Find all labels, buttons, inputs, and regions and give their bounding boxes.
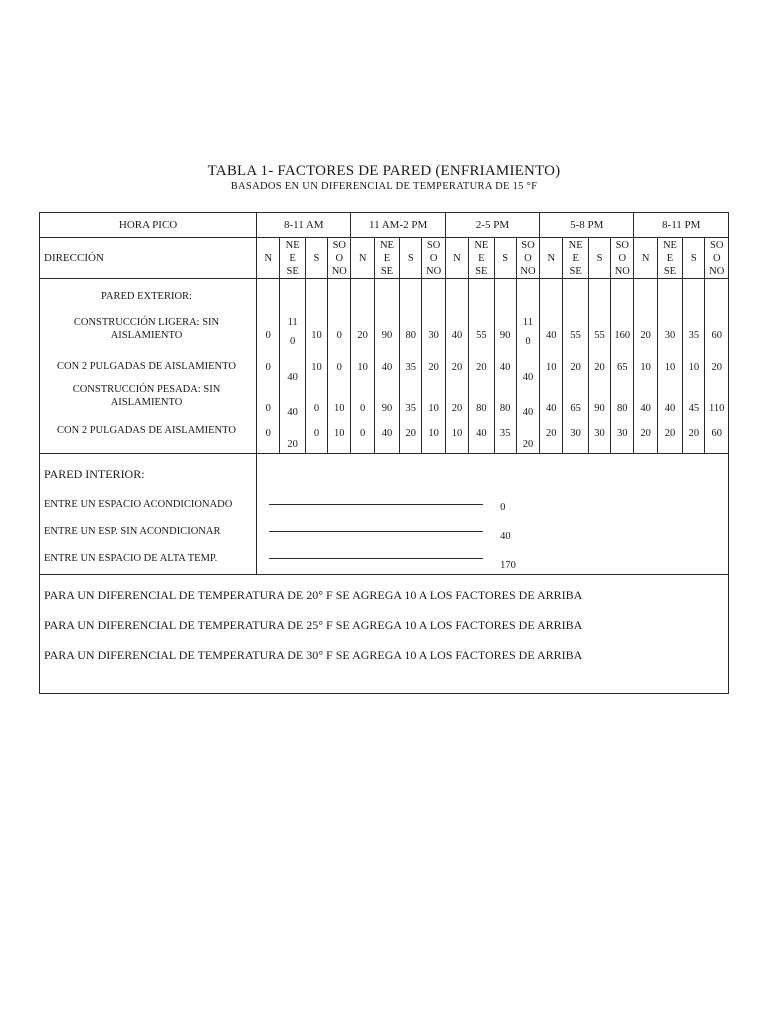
exterior-value: 55 (594, 330, 605, 341)
direction-letter: NE (285, 239, 300, 251)
exterior-row-label: CONSTRUCCIÓN LIGERA: SIN AISLAMIENTO (73, 317, 220, 341)
exterior-value: 10 (640, 362, 651, 373)
exterior-value: 30 (428, 330, 439, 341)
exterior-value-column (351, 279, 374, 454)
interior-value: 0 (500, 502, 506, 513)
direction-letter: SE (286, 265, 299, 277)
exterior-value: 110 (709, 403, 725, 414)
exterior-value: 35 (405, 403, 417, 414)
exterior-value: 90 (499, 330, 511, 341)
direction-letter: S (407, 252, 414, 264)
exterior-value-column (634, 279, 657, 454)
exterior-row-label: CONSTRUCCIÓN PESADA: SIN AISLAMIENTO (72, 384, 221, 408)
exterior-value: 20 (522, 439, 534, 450)
direction-header (328, 238, 351, 279)
exterior-value: 40 (640, 403, 651, 414)
exterior-value: 0 (336, 362, 342, 373)
exterior-value: 55 (476, 330, 487, 341)
direction-letter: N (358, 252, 367, 264)
exterior-value: 0 (359, 428, 366, 439)
direction-letter: SO (426, 239, 441, 251)
exterior-value: 40 (451, 330, 463, 341)
period-header: 11 AM-2 PM (351, 213, 445, 238)
wall-factors-table (39, 212, 729, 694)
direction-letter: SE (569, 265, 582, 277)
direction-header (588, 238, 610, 279)
exterior-value: 0 (336, 330, 342, 341)
exterior-wall-row (40, 279, 729, 454)
direction-header (280, 238, 305, 279)
exterior-value: 20 (476, 362, 487, 373)
exterior-value: 10 (334, 428, 345, 439)
exterior-value: 20 (711, 362, 722, 373)
exterior-value: 20 (546, 428, 557, 439)
direction-header (305, 238, 327, 279)
hora-pico-header: HORA PICO (40, 213, 257, 238)
exterior-value-column (445, 279, 468, 454)
interior-heading: PARED INTERIOR: (44, 467, 145, 481)
direction-letter: SO (615, 239, 630, 251)
period-header: 8-11 PM (634, 213, 729, 238)
direction-letter: S (690, 252, 697, 264)
exterior-value: 10 (688, 362, 700, 373)
direction-letter: SE (475, 265, 488, 277)
interior-value: 170 (500, 560, 516, 571)
direction-letter: SO (710, 239, 724, 251)
direction-row (40, 238, 729, 279)
exterior-labels-cell (40, 279, 257, 454)
direction-letter: O (335, 252, 344, 264)
exterior-heading: PARED EXTERIOR: (101, 291, 192, 302)
direction-letter: SO (332, 239, 346, 251)
exterior-value: 11 (287, 317, 298, 328)
interior-values-cell (257, 454, 729, 575)
note-line: PARA UN DIFERENCIAL DE TEMPERATURA DE 25° F SE AGREGA 10 A LOS FACTORES DE ARRIBA (44, 618, 583, 632)
interior-row-label: ENTRE UN ESPACIO ACONDICIONADO (44, 499, 233, 510)
exterior-value: 10 (664, 362, 676, 373)
direction-letter: NE (568, 239, 583, 251)
interior-row-label: ENTRE UN ESPACIO DE ALTA TEMP. (44, 553, 218, 564)
exterior-value-column (588, 279, 610, 454)
direction-header (611, 238, 634, 279)
direction-header (563, 238, 588, 279)
exterior-value: 20 (640, 428, 651, 439)
exterior-value: 10 (357, 362, 368, 373)
direction-header (516, 238, 539, 279)
exterior-value: 10 (428, 403, 439, 414)
direction-letter: E (572, 252, 579, 264)
direction-letter: E (383, 252, 391, 264)
direction-header (634, 238, 657, 279)
exterior-value: 20 (570, 362, 581, 373)
exterior-value: 40 (381, 428, 393, 439)
direction-letter: NO (520, 265, 536, 277)
exterior-value: 10 (451, 428, 463, 439)
exterior-value-column (374, 279, 399, 454)
exterior-value-column (494, 279, 516, 454)
leader-line (269, 558, 483, 559)
period-header: 2-5 PM (445, 213, 539, 238)
exterior-value: 20 (451, 403, 463, 414)
direction-letter: NO (331, 265, 347, 277)
direction-letter: SE (380, 265, 394, 277)
exterior-value: 10 (311, 330, 322, 341)
exterior-row-label: CON 2 PULGADAS DE AISLAMIENTO (57, 425, 236, 436)
exterior-value: 80 (617, 403, 628, 414)
direction-header (494, 238, 516, 279)
exterior-value: 40 (287, 407, 298, 418)
exterior-value-column (257, 279, 280, 454)
direction-letter: E (289, 252, 296, 264)
direction-letter: SE (663, 265, 677, 277)
exterior-value: 0 (265, 330, 271, 341)
direction-header (400, 238, 422, 279)
exterior-value: 40 (522, 372, 534, 383)
exterior-value-column (611, 279, 634, 454)
exterior-value-column (516, 279, 539, 454)
direction-letter: NO (709, 265, 725, 277)
exterior-value-column (657, 279, 682, 454)
exterior-value: 10 (428, 428, 439, 439)
direction-header (540, 238, 563, 279)
direction-header (705, 238, 729, 279)
exterior-value: 160 (614, 330, 631, 341)
leader-line (269, 531, 483, 532)
direction-letter: NE (379, 239, 394, 251)
direction-letter: N (264, 252, 273, 264)
interior-row-label: ENTRE UN ESP. SIN ACONDICIONAR (44, 526, 221, 537)
interior-wall-row (40, 454, 729, 575)
direction-header (257, 238, 280, 279)
direction-letter: O (524, 252, 532, 264)
direction-letter: O (712, 252, 721, 264)
exterior-value-column (563, 279, 588, 454)
exterior-value-column (328, 279, 351, 454)
exterior-value: 40 (664, 403, 676, 414)
exterior-value: 30 (570, 428, 581, 439)
exterior-value: 35 (405, 362, 417, 373)
exterior-value: 20 (640, 330, 651, 341)
exterior-value: 30 (594, 428, 605, 439)
exterior-value: 10 (334, 403, 345, 414)
exterior-value: 30 (617, 428, 628, 439)
exterior-value: 30 (664, 330, 676, 341)
exterior-value: 20 (357, 330, 368, 341)
direction-header (422, 238, 445, 279)
exterior-value: 0 (313, 403, 320, 414)
exterior-value: 35 (499, 428, 511, 439)
exterior-row-label: CON 2 PULGADAS DE AISLAMIENTO (57, 361, 236, 372)
exterior-value: 40 (499, 362, 511, 373)
exterior-value: 60 (711, 428, 722, 439)
exterior-value: 0 (265, 428, 271, 439)
exterior-value: 40 (546, 403, 557, 414)
leader-line (269, 504, 483, 505)
direction-letter: E (478, 252, 485, 264)
direction-letter: O (618, 252, 627, 264)
direction-header (351, 238, 374, 279)
exterior-value-column (705, 279, 729, 454)
exterior-value: 0 (313, 428, 320, 439)
exterior-value-column (422, 279, 445, 454)
exterior-value: 20 (594, 362, 605, 373)
note-line: PARA UN DIFERENCIAL DE TEMPERATURA DE 30° F SE AGREGA 10 A LOS FACTORES DE ARRIBA (44, 648, 583, 662)
period-header: 8-11 AM (257, 213, 351, 238)
interior-value: 40 (500, 531, 511, 542)
exterior-value: 60 (711, 330, 722, 341)
exterior-value-column (400, 279, 422, 454)
direccion-header: DIRECCIÓN (40, 238, 257, 279)
exterior-value: 90 (381, 403, 393, 414)
notes-row (40, 575, 729, 694)
exterior-value: 11 (522, 317, 534, 328)
exterior-value: 80 (405, 330, 417, 341)
exterior-value-column (469, 279, 494, 454)
exterior-value: 80 (476, 403, 487, 414)
note-line: PARA UN DIFERENCIAL DE TEMPERATURA DE 20° F SE AGREGA 10 A LOS FACTORES DE ARRIBA (44, 588, 583, 602)
exterior-value: 65 (617, 362, 628, 373)
exterior-value: 0 (359, 403, 366, 414)
direction-letter: NE (662, 239, 677, 251)
period-header: 5-8 PM (540, 213, 634, 238)
direction-letter: E (666, 252, 674, 264)
direction-letter: S (313, 252, 320, 264)
exterior-value: 0 (265, 403, 271, 414)
exterior-value: 0 (525, 336, 531, 347)
direction-letter: NO (614, 265, 630, 277)
direction-letter: N (547, 252, 556, 264)
exterior-value: 40 (522, 407, 534, 418)
exterior-value: 55 (570, 330, 581, 341)
direction-header (683, 238, 705, 279)
exterior-value: 0 (290, 336, 296, 347)
direction-letter: S (502, 252, 509, 264)
direction-letter: NO (426, 265, 442, 277)
exterior-value-column (683, 279, 705, 454)
direction-header (657, 238, 682, 279)
exterior-value: 0 (265, 362, 271, 373)
exterior-value: 45 (688, 403, 700, 414)
direction-letter: N (453, 252, 461, 264)
direction-letter: O (429, 252, 438, 264)
exterior-value-column (540, 279, 563, 454)
exterior-value: 20 (451, 362, 463, 373)
exterior-value: 20 (664, 428, 676, 439)
direction-header (374, 238, 399, 279)
exterior-value-column (280, 279, 305, 454)
direction-letter: S (596, 252, 603, 264)
exterior-value: 80 (499, 403, 511, 414)
exterior-value: 90 (594, 403, 605, 414)
exterior-value: 40 (381, 362, 393, 373)
exterior-value: 40 (546, 330, 557, 341)
direction-header (445, 238, 468, 279)
exterior-value: 20 (688, 428, 700, 439)
exterior-value: 90 (381, 330, 393, 341)
exterior-value: 10 (546, 362, 557, 373)
table-title: TABLA 1- FACTORES DE PARED (ENFRIAMIENTO) (207, 163, 561, 179)
exterior-value: 65 (570, 403, 581, 414)
exterior-value: 10 (311, 362, 322, 373)
direction-letter: N (641, 252, 650, 264)
exterior-value: 35 (688, 330, 700, 341)
exterior-value: 40 (287, 372, 298, 383)
exterior-value: 20 (428, 362, 439, 373)
table-subtitle: BASADOS EN UN DIFERENCIAL DE TEMPERATURA DE 15 °F (230, 181, 538, 192)
direction-letter: NE (474, 239, 489, 251)
exterior-value-column (305, 279, 327, 454)
interior-labels-cell (40, 454, 257, 575)
exterior-value: 20 (405, 428, 417, 439)
direction-header (469, 238, 494, 279)
notes-cell (40, 575, 729, 694)
header-row (40, 213, 729, 238)
exterior-value: 20 (287, 439, 298, 450)
direction-letter: SO (521, 239, 535, 251)
exterior-value: 40 (476, 428, 487, 439)
